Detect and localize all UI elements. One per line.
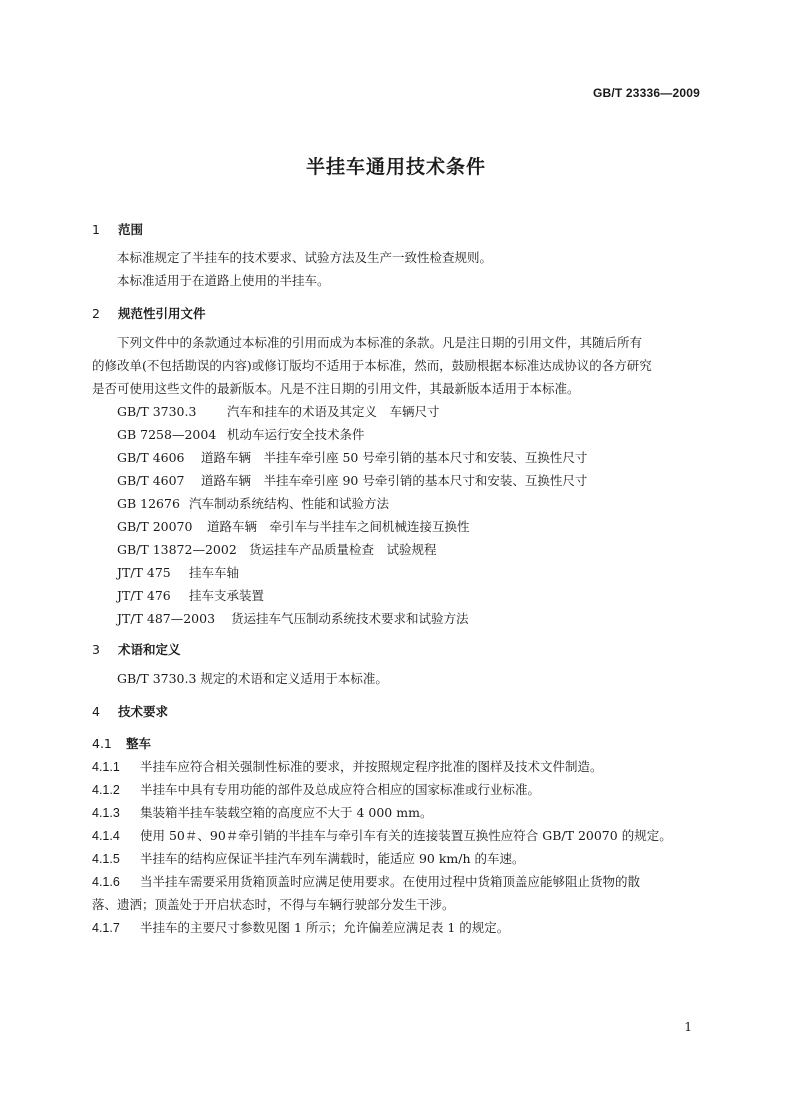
reference-code: JT/T 476 — [117, 588, 171, 603]
section-1-para-2: 本标准适用于在道路上使用的半挂车。 — [117, 273, 330, 288]
reference-title: 机动车运行安全技术条件 — [227, 427, 365, 442]
reference-code: JT/T 475 — [117, 565, 171, 580]
clause-text: 使用 50＃、90＃牵引销的半挂车与牵引车有关的连接装置互换性应符合 GB/T 20070 的规定。 — [140, 828, 672, 843]
clause-text: 集装箱半挂车装载空箱的高度应不大于 4 000 mm。 — [140, 805, 433, 820]
section-2-title: 规范性引用文件 — [118, 306, 206, 321]
section-3-number: 3 — [92, 642, 100, 657]
reference-item — [117, 563, 239, 581]
reference-code: GB 12676 — [117, 496, 180, 511]
clause-4-1-5 — [92, 849, 525, 867]
clause-4-1-6 — [92, 872, 640, 890]
reference-title: 汽车制动系统结构、性能和试验方法 — [189, 496, 390, 511]
section-1-title: 范围 — [118, 222, 144, 237]
clause-4-1-7 — [92, 918, 509, 936]
clause-4-1-1 — [92, 757, 603, 775]
document-title: 半挂车通用技术条件 — [305, 156, 486, 178]
reference-code: GB/T 4606 — [117, 450, 185, 465]
reference-item — [117, 448, 587, 466]
reference-title: 挂车车轴 — [189, 565, 240, 580]
reference-title: 道路车辆 半挂车牵引座 50 号牵引销的基本尺寸和安装、互换性尺寸 — [201, 450, 588, 465]
section-1-para-1: 本标准规定了半挂车的技术要求、试验方法及生产一致性检查规则。 — [117, 250, 493, 265]
clause-text: 半挂车应符合相关强制性标准的要求，并按照规定程序批准的图样及技术文件制造。 — [140, 759, 603, 774]
reference-code: GB/T 13872—2002 — [117, 542, 237, 557]
reference-title: 汽车和挂车的术语及其定义 车辆尺寸 — [227, 404, 440, 419]
clause-text: 半挂车的主要尺寸参数见图 1 所示；允许偏差应满足表 1 的规定。 — [140, 920, 510, 935]
section-2-heading — [92, 304, 206, 322]
section-3-para: GB/T 3730.3 规定的术语和定义适用于本标准。 — [117, 671, 388, 686]
reference-code: GB/T 20070 — [117, 519, 193, 534]
reference-item — [117, 471, 587, 489]
reference-item — [117, 586, 264, 604]
section-4-title: 技术要求 — [118, 704, 169, 719]
subsection-4-1-number: 4.1 — [92, 736, 112, 751]
reference-title: 货运挂车产品质量检查 试验规程 — [249, 542, 437, 557]
reference-title: 挂车支承装置 — [189, 588, 265, 603]
reference-title: 货运挂车气压制动系统技术要求和试验方法 — [231, 611, 469, 626]
reference-title: 道路车辆 牵引车与半挂车之间机械连接互换性 — [207, 519, 470, 534]
section-2-intro-3: 是否可使用这些文件的最新版本。凡是不注日期的引用文件，其最新版本适用于本标准。 — [92, 381, 580, 396]
clause-number: 4.1.3 — [92, 806, 120, 820]
section-4-heading — [92, 702, 168, 720]
section-2-intro-1: 下列文件中的条款通过本标准的引用而成为本标准的条款。凡是注日期的引用文件，其随后所有 — [117, 335, 643, 350]
clause-4-1-2 — [92, 780, 540, 798]
reference-title: 道路车辆 半挂车牵引座 90 号牵引销的基本尺寸和安装、互换性尺寸 — [201, 473, 588, 488]
reference-code: GB 7258—2004 — [117, 427, 217, 442]
reference-item — [117, 517, 470, 535]
section-1-heading — [92, 220, 143, 238]
reference-code: GB/T 3730.3 — [117, 404, 197, 419]
reference-code: JT/T 487—2003 — [117, 611, 216, 626]
reference-item — [117, 425, 365, 443]
page-number: 1 — [684, 1020, 692, 1034]
clause-number: 4.1.4 — [92, 829, 120, 843]
clause-text: 当半挂车需要采用货箱顶盖时应满足使用要求。在使用过程中货箱顶盖应能够阻止货物的散 — [140, 874, 641, 889]
subsection-4-1-heading — [92, 734, 151, 752]
clause-number: 4.1.7 — [92, 921, 120, 935]
reference-item — [117, 609, 469, 627]
section-4-number: 4 — [92, 704, 100, 719]
reference-item — [117, 494, 389, 512]
clause-number: 4.1.1 — [92, 760, 120, 774]
standard-code: GB/T 23336—2009 — [592, 86, 700, 100]
reference-item — [117, 540, 437, 558]
clause-4-1-6-continued: 落、遗洒；顶盖处于开启状态时，不得与车辆行驶部分发生干涉。 — [92, 897, 455, 912]
subsection-4-1-title: 整车 — [126, 736, 152, 751]
clause-text: 半挂车中具有专用功能的部件及总成应符合相应的国家标准或行业标准。 — [140, 782, 541, 797]
clause-number: 4.1.5 — [92, 852, 120, 866]
section-1-number: 1 — [92, 222, 100, 237]
reference-code: GB/T 4607 — [117, 473, 185, 488]
clause-text: 半挂车的结构应保证半挂汽车列车满载时，能适应 90 km/h 的车速。 — [140, 851, 525, 866]
section-3-title: 术语和定义 — [118, 642, 181, 657]
clause-4-1-4 — [92, 826, 672, 844]
clause-number: 4.1.2 — [92, 783, 120, 797]
clause-4-1-3 — [92, 803, 432, 821]
clause-number: 4.1.6 — [92, 875, 120, 889]
section-2-number: 2 — [92, 306, 100, 321]
section-2-intro-2: 的修改单(不包括勘误的内容)或修订版均不适用于本标准，然而，鼓励根据本标准达成协议的各方研究 — [92, 358, 652, 373]
reference-item — [117, 402, 440, 420]
section-3-heading — [92, 640, 181, 658]
